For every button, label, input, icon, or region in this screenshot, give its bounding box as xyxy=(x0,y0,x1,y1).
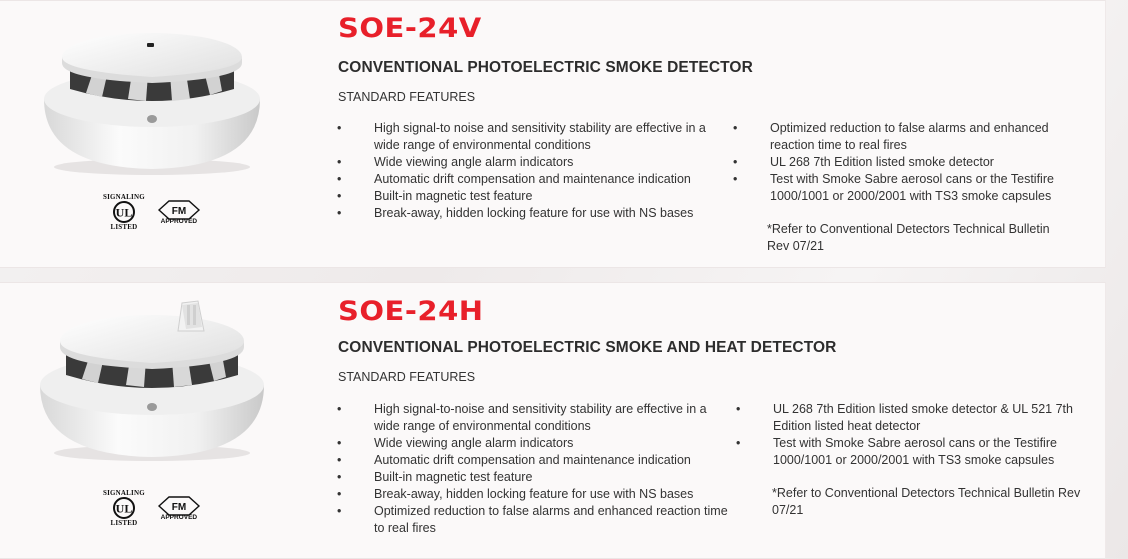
list-item: • High signal-to-noise and sensitivity stability are effective in a wide range of environmental conditions xyxy=(337,401,732,435)
list-item: • Break-away, hidden locking feature for use with NS bases xyxy=(337,486,732,503)
ul-top-text: SIGNALING xyxy=(103,489,145,497)
ul-listed-logo xyxy=(103,489,145,527)
ul-bottom-text: LISTED xyxy=(110,223,138,231)
list-item: • Automatic drift compensation and maintenance indication xyxy=(337,452,732,469)
features-list-left xyxy=(337,120,727,222)
standard-features-label: STANDARD FEATURES xyxy=(338,370,476,384)
ul-top-text: SIGNALING xyxy=(103,193,145,201)
smoke-detector-image xyxy=(36,17,268,177)
product-title: SOE-24H xyxy=(338,295,484,327)
list-item: • Built-in magnetic test feature xyxy=(337,188,727,205)
technical-bulletin-note: *Refer to Conventional Detectors Technical Bulletin Rev 07/21 xyxy=(767,222,1050,253)
list-item: • Optimized reduction to false alarms and enhanced reaction time to real fires xyxy=(733,120,1078,154)
list-item: • Break-away, hidden locking feature for use with NS bases xyxy=(337,205,727,222)
ul-listed-logo xyxy=(103,193,145,231)
technical-bulletin-note: *Refer to Conventional Detectors Technical Bulletin Rev 07/21 xyxy=(772,486,1081,517)
list-item: • Automatic drift compensation and maintenance indication xyxy=(337,171,727,188)
list-item: • UL 268 7th Edition listed smoke detector & UL 521 7th Edition listed heat detector xyxy=(736,401,1081,435)
ul-bottom-text: LISTED xyxy=(110,519,138,527)
svg-text:FM: FM xyxy=(171,502,187,513)
fm-approved-logo xyxy=(157,495,201,521)
list-item: • Optimized reduction to false alarms and enhanced reaction time to real fires xyxy=(337,503,732,537)
product-subtitle: CONVENTIONAL PHOTOELECTRIC SMOKE AND HEAT DETECTOR xyxy=(338,339,837,356)
list-item: • Built-in magnetic test feature xyxy=(337,469,732,486)
fm-approved-logo xyxy=(157,199,201,225)
certifications xyxy=(103,193,201,231)
certifications xyxy=(103,489,201,527)
list-item: • Wide viewing angle alarm indicators xyxy=(337,435,732,452)
list-item: • Test with Smoke Sabre aerosol cans or the Testifire 1000/1001 or 2000/2001 with TS3 smoke capsules xyxy=(736,435,1081,469)
list-item: • High signal-to noise and sensitivity stability are effective in a wide range of environmental conditions xyxy=(337,120,727,154)
ul-circle-icon xyxy=(112,201,136,223)
smoke-heat-detector-image xyxy=(36,297,268,463)
fm-bottom-text: APPROVED xyxy=(160,218,198,225)
product-card-soe-24v xyxy=(0,0,1106,268)
product-title: SOE-24V xyxy=(338,12,482,44)
list-item: • UL 268 7th Edition listed smoke detector xyxy=(733,154,1078,171)
standard-features-label: STANDARD FEATURES xyxy=(338,90,476,104)
product-subtitle: CONVENTIONAL PHOTOELECTRIC SMOKE DETECTOR xyxy=(338,59,753,76)
ul-circle-icon xyxy=(112,497,136,519)
svg-text:UL: UL xyxy=(115,501,133,516)
features-list-left xyxy=(337,401,732,537)
features-list-right xyxy=(733,120,1078,205)
fm-bottom-text: APPROVED xyxy=(160,514,198,521)
svg-text:UL: UL xyxy=(115,205,133,220)
list-item: • Test with Smoke Sabre aerosol cans or the Testifire 1000/1001 or 2000/2001 with TS3 smoke capsules xyxy=(733,171,1078,205)
svg-text:FM: FM xyxy=(171,206,187,217)
features-list-right xyxy=(736,401,1081,469)
list-item: • Wide viewing angle alarm indicators xyxy=(337,154,727,171)
product-card-soe-24h xyxy=(0,282,1106,559)
